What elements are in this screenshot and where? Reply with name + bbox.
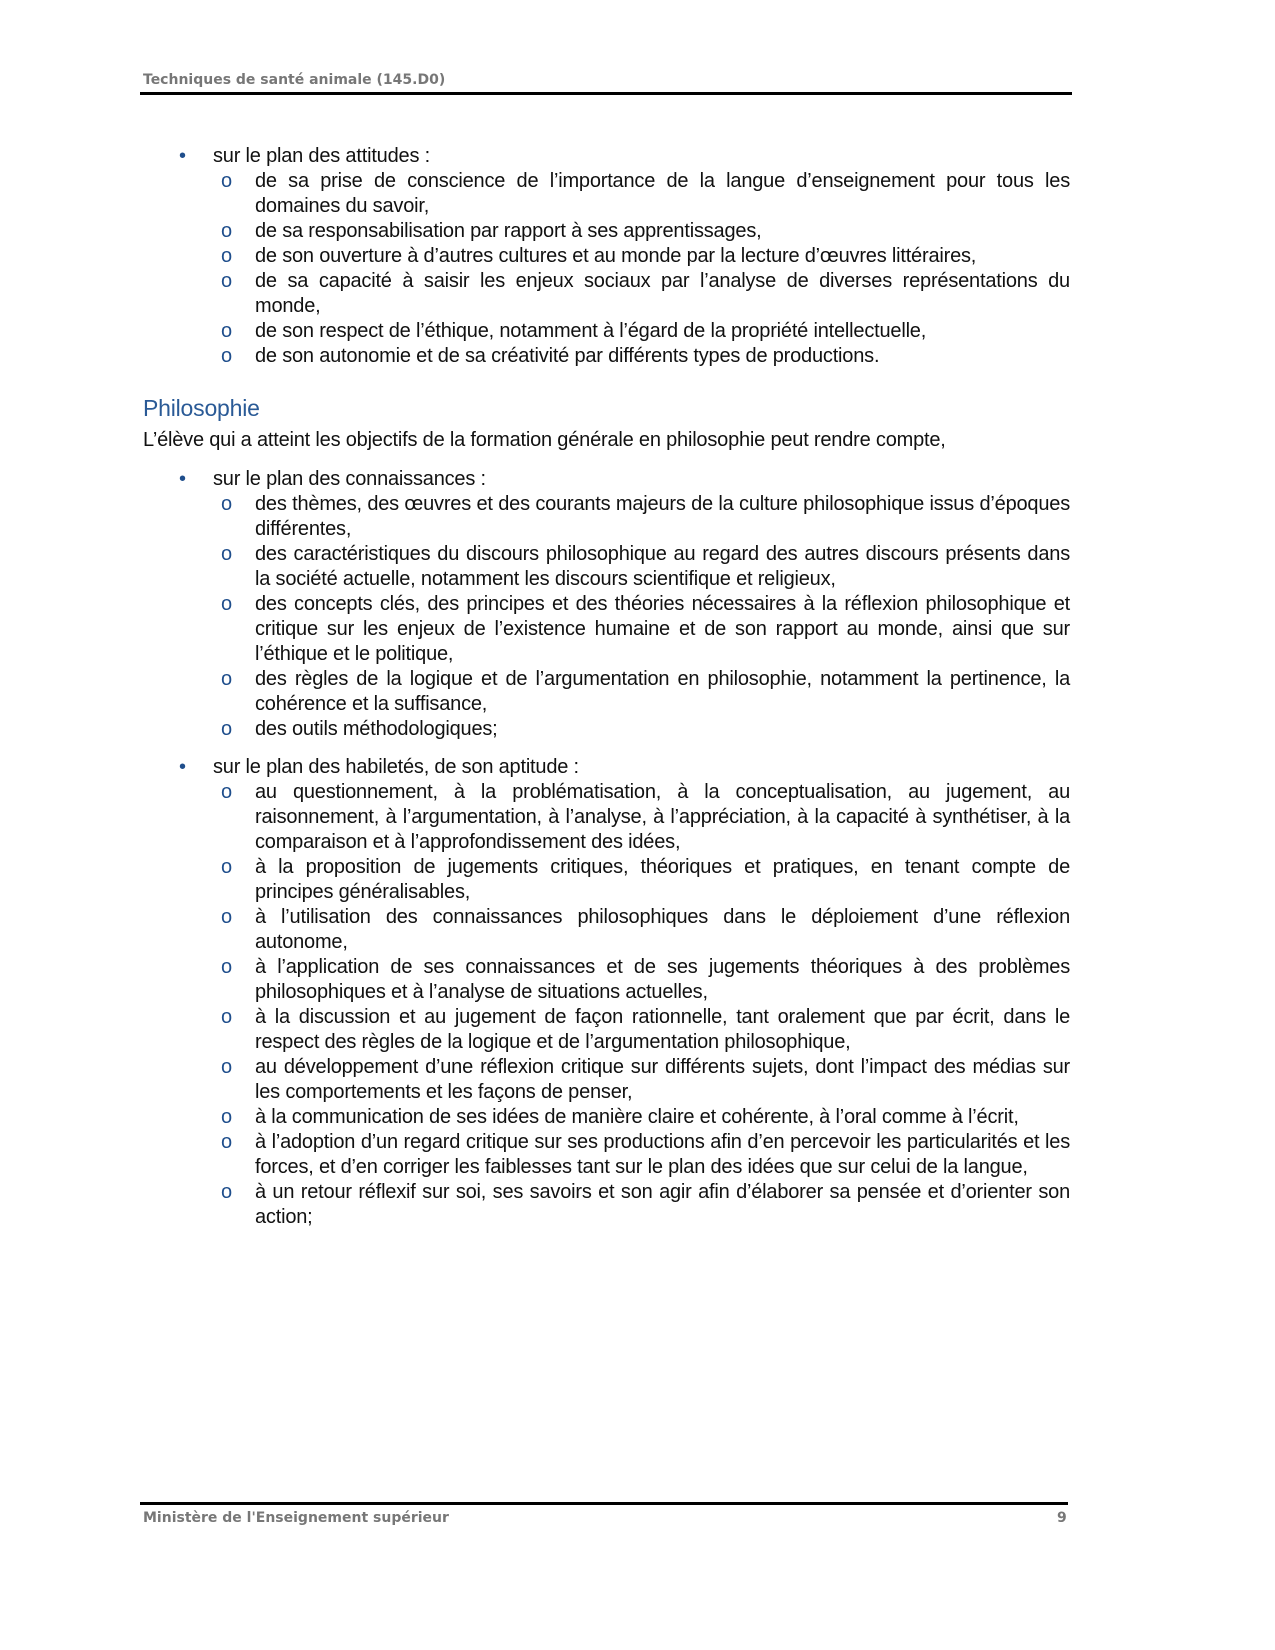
sub-bullet-icon: o xyxy=(221,906,232,928)
footer-org: Ministère de l'Enseignement supérieur xyxy=(143,1510,449,1526)
bullet-connaissances: • sur le plan des connaissances : xyxy=(179,468,486,490)
header-rule xyxy=(140,92,1072,95)
sub-bullet-icon: o xyxy=(221,345,232,367)
list-item xyxy=(143,319,1070,344)
list-item xyxy=(143,344,1070,369)
sub-bullet-icon: o xyxy=(221,593,232,615)
list-item xyxy=(143,542,1070,592)
list-item-text: de sa capacité à saisir les enjeux sociaux par l’analyse de diverses représentations du monde, xyxy=(255,270,1070,317)
bullet-icon: • xyxy=(179,756,186,778)
list-item xyxy=(143,717,1070,742)
list-item-text: à la proposition de jugements critiques, théoriques et pratiques, en tenant compte de principes généralisables, xyxy=(255,856,1070,903)
list-item xyxy=(143,219,1070,244)
page-number: 9 xyxy=(1057,1510,1067,1526)
list-item xyxy=(143,244,1070,269)
list-item xyxy=(143,1180,1070,1230)
list-item-text: à la discussion et au jugement de façon rationnelle, tant oralement que par écrit, dans le respect des règles de la logique et de l’argumentation philosophique, xyxy=(255,1006,1070,1053)
list-item-text: à l’utilisation des connaissances philosophiques dans le déploiement d’une réflexion autonome, xyxy=(255,906,1070,953)
sub-bullet-icon: o xyxy=(221,543,232,565)
bullet-habiletes: • sur le plan des habiletés, de son aptitude : xyxy=(179,756,579,778)
sub-bullet-icon: o xyxy=(221,220,232,242)
list-item-text: à l’application de ses connaissances et de ses jugements théoriques à des problèmes philosophiques et à l’analyse de situations actuelles, xyxy=(255,956,1070,1003)
bullet-icon: • xyxy=(179,468,186,490)
list-item xyxy=(143,667,1070,717)
list-item-text: au questionnement, à la problématisation, à la conceptualisation, au jugement, au raisonnement, à l’argumentation, à l’analyse, à l’appréciation, à la capacité à synthétiser, à la comparaison et à l’approfondissement des idées, xyxy=(255,781,1070,853)
section-heading: Philosophie xyxy=(143,395,260,421)
bullet-attitudes: • sur le plan des attitudes : xyxy=(179,145,430,167)
list-item-text: de son autonomie et de sa créativité par différents types de productions. xyxy=(255,345,880,367)
connaissances-list xyxy=(143,492,1070,742)
list-item xyxy=(143,1130,1070,1180)
list-item-text: de son respect de l’éthique, notamment à l’égard de la propriété intellectuelle, xyxy=(255,320,927,342)
sub-bullet-icon: o xyxy=(221,856,232,878)
list-item xyxy=(143,269,1070,319)
list-item-text: des outils méthodologiques; xyxy=(255,718,498,740)
habiletes-list xyxy=(143,780,1070,1230)
list-item xyxy=(143,1055,1070,1105)
sub-bullet-icon: o xyxy=(221,1106,232,1128)
list-item-text: de son ouverture à d’autres cultures et au monde par la lecture d’œuvres littéraires, xyxy=(255,245,977,267)
list-item xyxy=(143,955,1070,1005)
running-header: Techniques de santé animale (145.D0) xyxy=(143,72,446,88)
sub-bullet-icon: o xyxy=(221,668,232,690)
footer-rule xyxy=(140,1502,1068,1505)
sub-bullet-icon: o xyxy=(221,718,232,740)
list-item-text: des caractéristiques du discours philosophique au regard des autres discours présents dans la société actuelle, notamment les discours scientifique et religieux, xyxy=(255,543,1070,590)
list-item-text: des thèmes, des œuvres et des courants majeurs de la culture philosophique issus d’époques différentes, xyxy=(255,493,1070,540)
intro-paragraph: L’élève qui a atteint les objectifs de la formation générale en philosophie peut rendre compte, xyxy=(143,429,946,451)
bullet-icon: • xyxy=(179,145,186,167)
list-item-text: de sa prise de conscience de l’importance de la langue d’enseignement pour tous les domaines du savoir, xyxy=(255,170,1070,217)
list-item xyxy=(143,855,1070,905)
list-item xyxy=(143,1005,1070,1055)
sub-bullet-icon: o xyxy=(221,956,232,978)
list-item-text: des concepts clés, des principes et des théories nécessaires à la réflexion philosophique et critique sur les enjeux de l’existence humaine et de son rapport au monde, ainsi que sur l’éthique et le politique, xyxy=(255,593,1070,665)
list-item xyxy=(143,905,1070,955)
sub-bullet-icon: o xyxy=(221,493,232,515)
list-item xyxy=(143,492,1070,542)
attitudes-list xyxy=(143,169,1070,369)
sub-bullet-icon: o xyxy=(221,1181,232,1203)
page-content xyxy=(143,144,1070,1230)
sub-bullet-icon: o xyxy=(221,1131,232,1153)
list-item-text: des règles de la logique et de l’argumentation en philosophie, notamment la pertinence, la cohérence et la suffisance, xyxy=(255,668,1070,715)
sub-bullet-icon: o xyxy=(221,1056,232,1078)
sub-bullet-icon: o xyxy=(221,270,232,292)
list-item-text: au développement d’une réflexion critique sur différents sujets, dont l’impact des médias sur les comportements et les façons de penser, xyxy=(255,1056,1070,1103)
list-item-text: de sa responsabilisation par rapport à ses apprentissages, xyxy=(255,220,762,242)
list-item-text: à la communication de ses idées de manière claire et cohérente, à l’oral comme à l’écrit, xyxy=(255,1106,1019,1128)
sub-bullet-icon: o xyxy=(221,781,232,803)
list-item-text: à l’adoption d’un regard critique sur ses productions afin d’en percevoir les particularités et les forces, et d’en corriger les faiblesses tant sur le plan des idées que sur celui de la langue, xyxy=(255,1131,1070,1178)
list-item xyxy=(143,592,1070,667)
sub-bullet-icon: o xyxy=(221,320,232,342)
list-item xyxy=(143,1105,1070,1130)
sub-bullet-icon: o xyxy=(221,245,232,267)
sub-bullet-icon: o xyxy=(221,1006,232,1028)
list-item xyxy=(143,169,1070,219)
sub-bullet-icon: o xyxy=(221,170,232,192)
list-item xyxy=(143,780,1070,855)
list-item-text: à un retour réflexif sur soi, ses savoirs et son agir afin d’élaborer sa pensée et d’orienter son action; xyxy=(255,1181,1070,1228)
